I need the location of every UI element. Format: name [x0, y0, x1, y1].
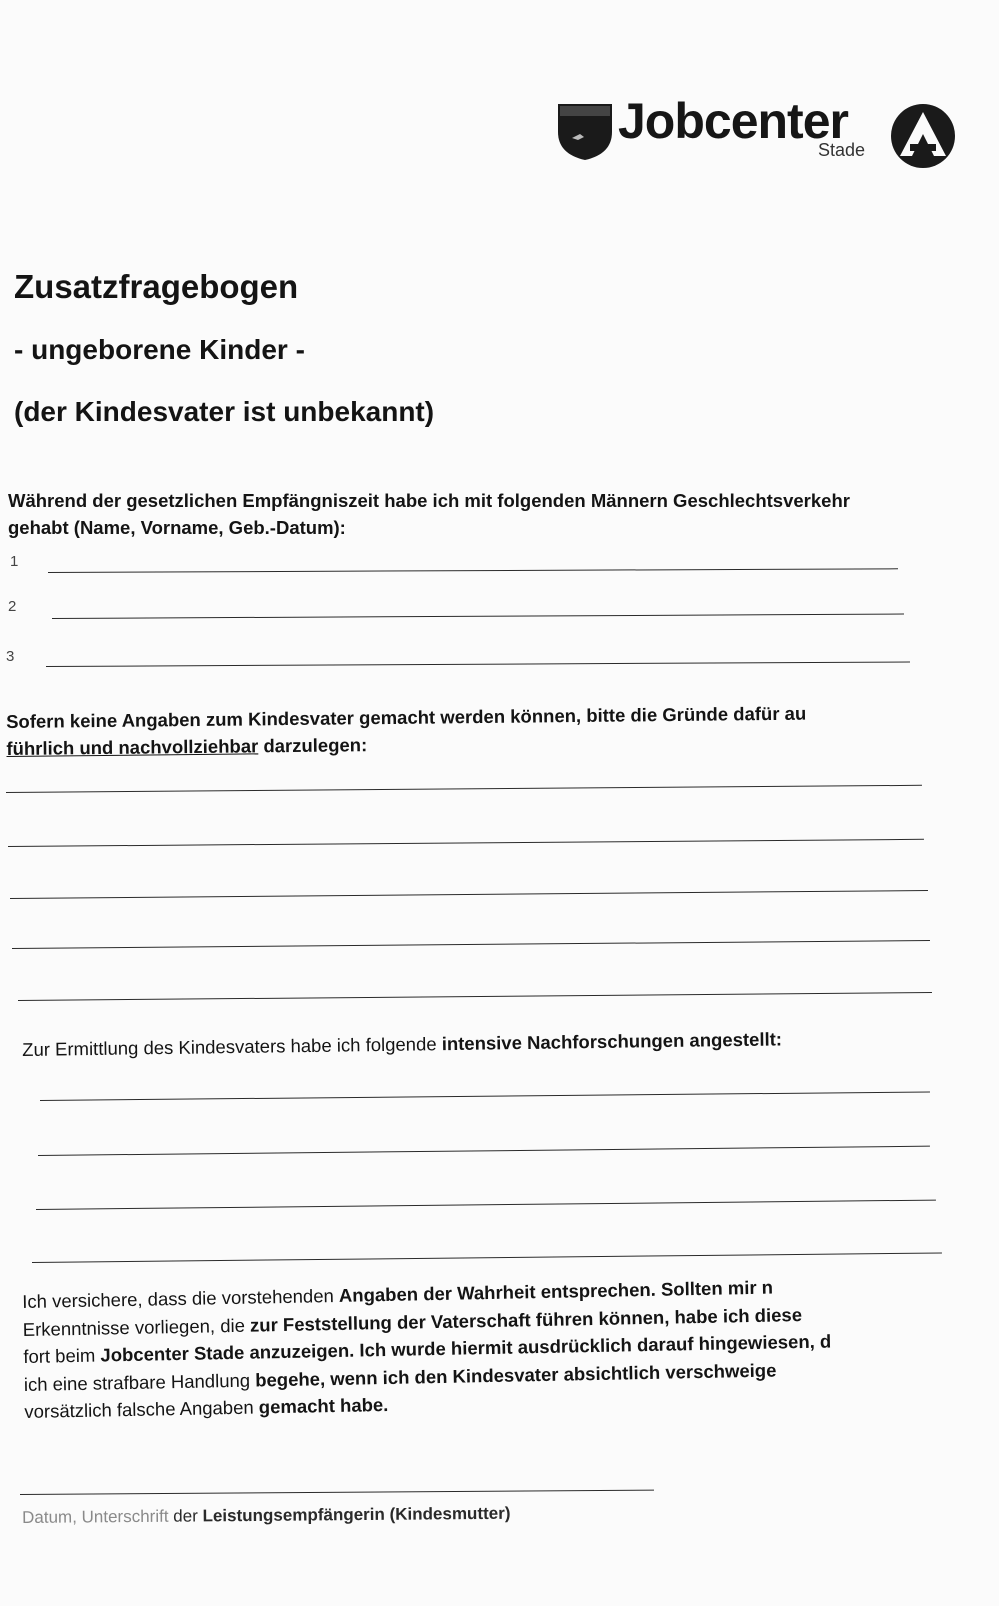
entry-field-1[interactable] — [48, 568, 898, 573]
jobcenter-logo — [556, 93, 966, 176]
entry-number-2: 2 — [8, 598, 17, 615]
entry-field-2[interactable] — [52, 614, 904, 619]
reasons-line-3[interactable] — [10, 890, 928, 899]
research-line-3[interactable] — [36, 1200, 936, 1210]
signature-label: Datum, Unterschrift der Leistungsempfängerin (Kindesmutter) — [22, 1503, 511, 1527]
logo-city: Stade — [818, 140, 866, 160]
form-title: Zusatzfragebogen — [14, 268, 299, 305]
research-line-4[interactable] — [32, 1252, 942, 1263]
declaration-text: Ich versichere, dass die vorstehenden Angaben der Wahrheit entsprechen. Sollten mir n Erkenntnisse vorliegen, die zur Feststellung der Vaterschaft führen können, habe ich diese fort beim Jobcenter Stade anzuzeigen. Ich wurde hiermit ausdrücklich darauf hingewiesen, d ich eine strafbare Handlung begehe, wenn ich den Kindesvater absichtlich verschweige vorsätzlich falsche Angaben gemacht habe. — [22, 1276, 832, 1422]
agentur-arbeit-icon — [886, 100, 960, 172]
form-subtitle-note: (der Kindesvater ist unbekannt) — [14, 396, 435, 427]
men-question: Während der gesetzlichen Empfängniszeit habe ich mit folgenden Männern Geschlechtsverkehr gehabt (Name, Vorname, Geb.-Datum): — [8, 490, 850, 538]
reasons-line-1[interactable] — [6, 785, 922, 793]
entry-field-3[interactable] — [46, 661, 910, 667]
logo-wordmark: Jobcenter — [618, 93, 848, 149]
research-line-2[interactable] — [38, 1146, 930, 1156]
reasons-line-2[interactable] — [8, 839, 924, 847]
reasons-line-5[interactable] — [18, 992, 932, 1001]
reasons-line-4[interactable] — [12, 940, 930, 949]
shield-icon — [556, 102, 614, 162]
research-line-1[interactable] — [40, 1091, 930, 1101]
entry-number-1: 1 — [10, 553, 19, 570]
signature-field[interactable] — [20, 1490, 654, 1495]
form-subtitle: - ungeborene Kinder - — [14, 334, 305, 365]
reasons-instruction: Sofern keine Angaben zum Kindesvater gemacht werden können, bitte die Gründe dafür au führlich und nachvollziehbar darzulegen: — [6, 702, 807, 759]
research-instruction: Zur Ermittlung des Kindesvaters habe ich folgende intensive Nachforschungen angestellt: — [22, 1028, 783, 1060]
entry-number-3: 3 — [6, 648, 15, 665]
